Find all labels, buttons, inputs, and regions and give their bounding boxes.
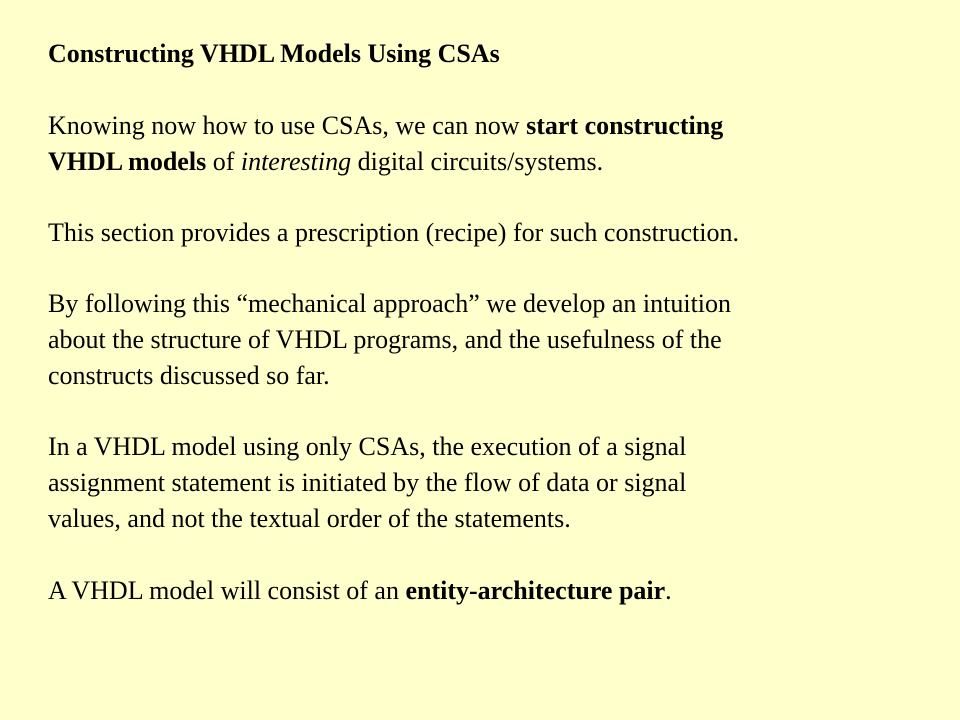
p1-bold-vhdl-models: VHDL models — [48, 147, 207, 176]
p2-text: This section provides a prescription (recipe) for such construction. — [48, 218, 739, 247]
paragraph-csa-intro — [48, 108, 928, 180]
p1-text-2: of — [206, 147, 241, 176]
p4-line-1: In a VHDL model using only CSAs, the execution of a signal — [48, 432, 687, 461]
p5-bold-entity-architecture-pair: entity-architecture pair — [405, 576, 666, 605]
slide-content — [48, 36, 928, 609]
paragraph-prescription — [48, 215, 928, 251]
p1-text-1: Knowing now how to use CSAs, we can now — [48, 111, 527, 140]
p4-line-3: values, and not the textual order of the statements. — [48, 504, 571, 533]
paragraph-mechanical-approach — [48, 286, 928, 394]
p1-italic-interesting: interesting — [240, 147, 352, 176]
p1-bold-start-constructing: start constructing — [526, 111, 724, 140]
p1-text-3: digital circuits/systems. — [351, 147, 604, 176]
paragraph-entity-architecture — [48, 573, 928, 609]
slide-title: Constructing VHDL Models Using CSAs — [48, 39, 500, 68]
paragraph-execution-order — [48, 429, 928, 537]
p5-text-2: . — [665, 576, 672, 605]
p4-line-2: assignment statement is initiated by the flow of data or signal — [48, 468, 687, 497]
p3-line-1: By following this “mechanical approach” we develop an intuition — [48, 289, 732, 318]
p3-line-3: constructs discussed so far. — [48, 361, 330, 390]
p3-line-2: about the structure of VHDL programs, and the usefulness of the — [48, 325, 722, 354]
p5-text-1: A VHDL model will consist of an — [48, 576, 406, 605]
